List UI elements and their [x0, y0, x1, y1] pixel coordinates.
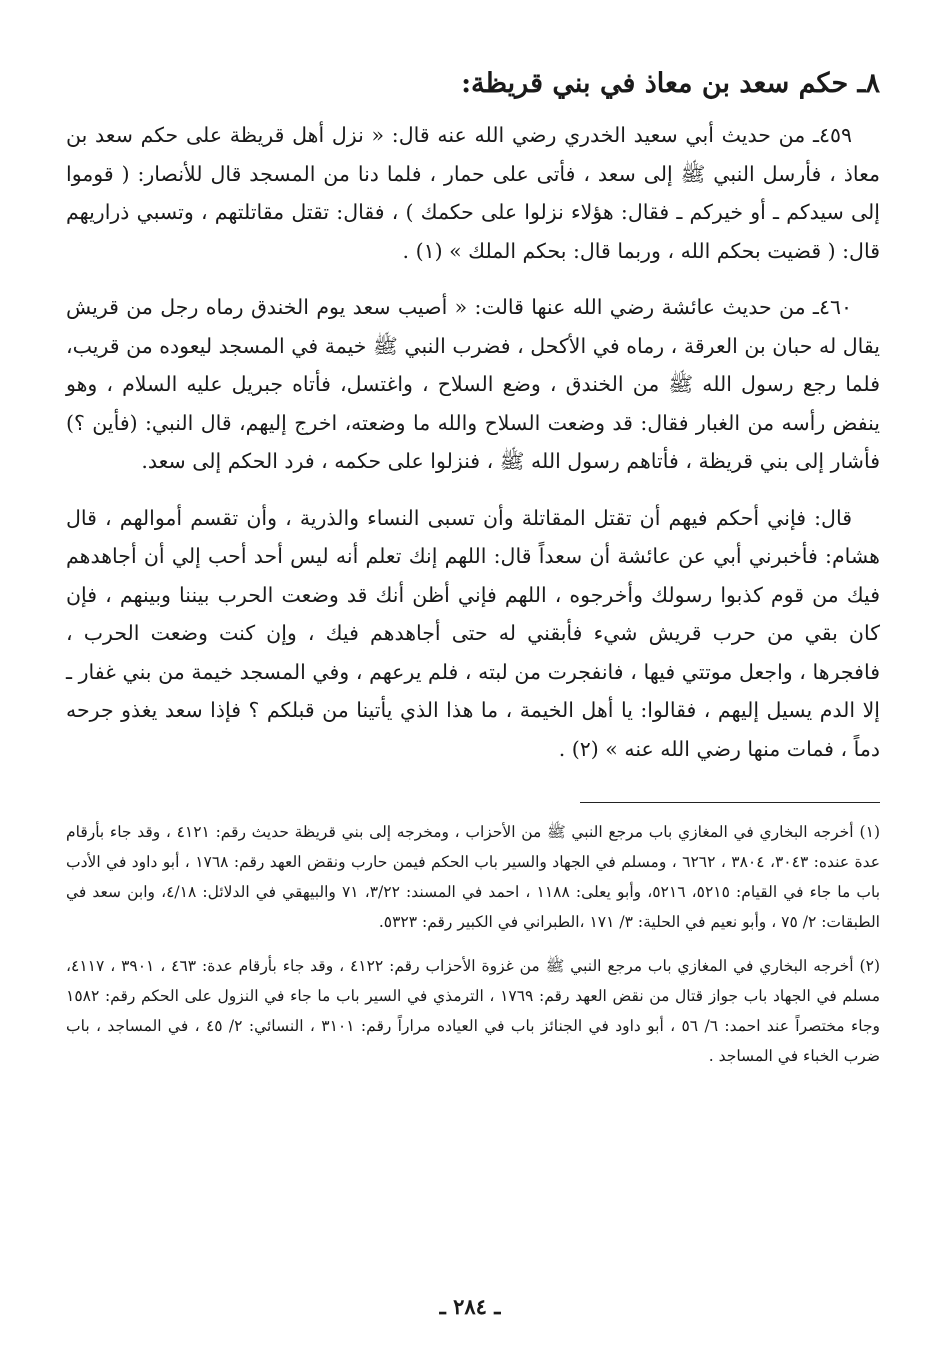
hadith-body: [66, 116, 880, 768]
footnote-text: أخرجه البخاري في المغازي باب مرجع النبي ﷺ من غزوة الأحزاب رقم: ٤١٢٢ ، وقد جاء بأرقام عدة: ٤٦٣ ، ٣٩٠١ ، ٤١١٧، مسلم في الجهاد باب جواز قتال من نقض العهد رقم: ١٧٦٩ ، الترمذي في السير باب ما جاء في النزول على الحكم رقم: ١٥٨٢ وجاء مختصراً عند احمد: ٦/ ٥٦ ، أبو داود في الجنائز باب في العياده مراراً رقم: ٣١٠١ ، النسائي: ٢/ ٤٥ ، في المساجد ، باب ضرب الخباء في المساجد .: [66, 957, 881, 1065]
footnote-number: (١): [859, 823, 880, 841]
paragraph-text: ٤٦٠ـ من حديث عائشة رضي الله عنها قالت: « أصيب سعد يوم الخندق رماه رجل من قريش يقال له حبان بن العرقة ، رماه في الأكحل ، فضرب النبي ﷺ خيمة في المسجد ليعوده من قريب، فلما رجع رسول الله ﷺ من الخندق ، وضع السلاح ، واغتسل، فأتاه جبريل عليه السلام ، وهو ينفض رأسه من الغبار فقال: قد وضعت السلاح والله ما وضعته، اخرج إليهم، قال النبي: (فأين ؟) فأشار إلى بني قريظة ، فأتاهم رسول الله ﷺ ، فنزلوا على حكمه ، فرد الحكم إلى سعد.: [66, 295, 880, 473]
footnote-separator: [580, 802, 880, 803]
footnote-2: [66, 951, 880, 1071]
footnote-text: أخرجه البخاري في المغازي باب مرجع النبي ﷺ من الأحزاب ، ومخرجه إلى بني قريظة حديث رقم: ٤١٢١ ، وقد جاء بأرقام عدة عنده: ٣٠٤٣، ٣٨٠٤ ، ٦٢٦٢ ، ومسلم في الجهاد والسير باب الحكم فيمن حارب ونقض العهد رقم: ١٧٦٨ ، أبو داود في الأدب باب ما جاء في القيام: ٥٢١٥، ٥٢١٦، وأبو يعلى: ١١٨٨ ، احمد في المسند: ٣/٢٢، ٧١ والبيهقي في الدلائل: ٤/١٨، وابن سعد في الطبقات: ٢/ ٧٥ ، وأبو نعيم في الحلية: ٣/ ١٧١ ،الطبراني في الكبير رقم: ٥٣٢٣.: [66, 823, 881, 931]
footnote-1: [66, 817, 880, 937]
page-number: ـ ٢٨٤ ـ: [439, 1294, 501, 1319]
section-heading: ٨ـ حكم سعد بن معاذ في بني قريظة:: [461, 68, 880, 99]
hadith-paragraph-continuation: [66, 499, 880, 769]
footnote-number: (٢): [859, 957, 880, 975]
paragraph-text: قال: فإني أحكم فيهم أن تقتل المقاتلة وأن تسبى النساء والذرية ، وأن تقسم أموالهم ، قال هشام: فأخبرني أبي عن عائشة أن سعداً قال: اللهم إنك تعلم أنه ليس أحد أحب إلي أن أجاهدهم فيك من قوم كذبوا رسولك وأخرجوه ، اللهم فإني أظن أنك قد وضعت الحرب بيننا وبينهم ، فإن كان بقي من حرب قريش شيء فأبقني له حتى أجاهدهم فيك ، وإن كنت وضعت الحرب ، فافجرها ، واجعل موتتي فيها ، فانفجرت من لبته ، فلم يرعهم ، وفي المسجد خيمة من بني غفار ـ إلا الدم يسيل إليهم ، فقالوا: يا أهل الخيمة ، ما هذا الذي يأتينا من قبلكم ؟ فإذا سعد يغذو جرحه دماً ، فمات منها رضي الله عنه » (٢) .: [66, 505, 880, 761]
footnotes: [66, 817, 880, 1071]
hadith-paragraph-459: [66, 116, 880, 270]
paragraph-text: ٤٥٩ـ من حديث أبي سعيد الخدري رضي الله عنه قال: « نزل أهل قريظة على حكم سعد بن معاذ ، فأرسل النبي ﷺ إلى سعد ، فأتى على حمار ، فلما دنا من المسجد قال للأنصار: ( قوموا إلى سيدكم ـ أو خيركم ـ فقال: هؤلاء نزلوا على حكمك ) ، فقال: تقتل مقاتلتهم ، وتسبي ذراريهم قال: ( قضيت بحكم الله ، وربما قال: بحكم الملك » (١) .: [66, 123, 880, 263]
hadith-paragraph-460: [66, 288, 880, 481]
